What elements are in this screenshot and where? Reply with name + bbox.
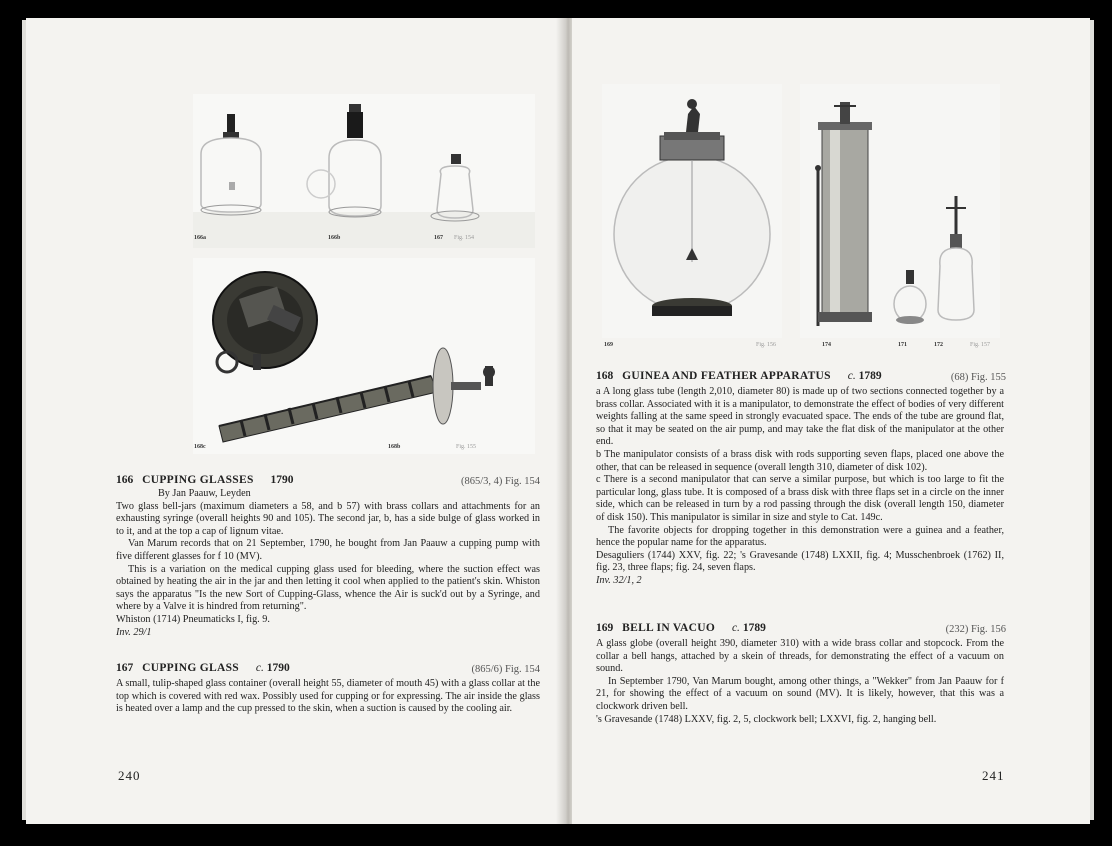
caption-166a: 166a (194, 235, 206, 241)
entry-167-body (116, 678, 540, 716)
caption-fig-157: Fig. 157 (970, 342, 991, 348)
entry-168-reference: (68) Fig. 155 (950, 372, 1006, 383)
entry-166-date: 1790 (270, 474, 294, 486)
caption-171: 171 (898, 342, 907, 348)
entry-169-date: c. 1789 (731, 622, 766, 634)
entry-167-paragraph-1: A small, tulip-shaped glass container (overall height 55, diameter of mouth 45) with a glass collar at the top which is covered with red wax. Possibly used for cupping or for expressing. The air inside the glass is heated over a lamp and the cup pressed to the skin, when a suction is caused by the cooling air. (116, 678, 540, 715)
entry-166-inventory: Inv. 29/1 (116, 626, 152, 638)
entry-166-paragraph-3: This is a variation on the medical cupping glass used for bleeding, where the suction effect was obtained by heating the air in the jar and then letting it cool when applied to the patient's skin. Whiston says the apparatus "Is the new Sort of Cupping-Glass, whence the Air is suck'd out by a Syringe, and where by a Valve it is hindred from returning". (116, 563, 540, 613)
entry-168-number: 168 (596, 370, 614, 382)
cupping-glasses-illustration (193, 94, 535, 248)
entry-166-paragraph-2: Van Marum records that on 21 September, 1790, he bought from Jan Paauw a cupping pump with five different glasses for f 10 (MV). (116, 538, 540, 562)
bell-in-vacuo-illustration (602, 84, 782, 338)
right-page (572, 18, 1090, 824)
figure-156-photo (602, 84, 782, 338)
caption-174: 174 (822, 342, 831, 348)
entry-168-date: c. 1789 (847, 370, 882, 382)
entry-168-body (596, 386, 1004, 588)
entry-168-part-c: c There is a second manipulator that can serve a similar purpose, but which is too large to fit the particular long, glass tube. It is composed of a brass disk with three flaps set in a circle on the inner side, which can be released in turn by a rod passing through the disk (overall length 150, diameter of disk 150). This manipulator is similar in size and style to Cat. 149c. (596, 474, 1004, 523)
entry-169-reference: (232) Fig. 156 (945, 624, 1006, 635)
entry-167-heading (116, 662, 290, 674)
caption-172: 172 (934, 342, 943, 348)
entry-168-reference-note: Desaguliers (1744) XXV, fig. 22; 's Gravesande (1748) LXXII, fig. 4; Musschenbroek (1762) II, fig. 23, three flaps; fig. 24, seven flaps. (596, 549, 1004, 574)
left-page-number: 240 (118, 768, 141, 783)
entry-166-maker: By Jan Paauw, Leyden (158, 488, 251, 499)
entry-169-number: 169 (596, 622, 614, 634)
guinea-feather-manipulators-illustration (193, 258, 535, 454)
figure-157-photo (800, 84, 1000, 338)
entry-168-inventory: Inv. 32/1, 2 (596, 574, 642, 586)
left-page-edge (22, 20, 26, 820)
entry-169-title: BELL IN VACUO (622, 622, 716, 634)
figure-154-photo (193, 94, 535, 248)
right-page-edge (1090, 20, 1094, 820)
entry-167-date: c. 1790 (255, 662, 290, 674)
entry-166-reference: (865/3, 4) Fig. 154 (460, 476, 540, 487)
caption-fig-154: Fig. 154 (454, 235, 475, 241)
air-pump-apparatus-illustration (800, 84, 1000, 338)
entry-168-heading (596, 370, 882, 382)
figure-155-photo (193, 258, 535, 454)
entry-169-body (596, 638, 1004, 726)
caption-169: 169 (604, 342, 613, 348)
entry-169-paragraph-2: In September 1790, Van Marum bought, among other things, a "Wekker" from Jan Paauw for f 21, for showing the effect of a vacuum on sound (MV). It is likely, however, that this was a clockwork driven bell. (596, 675, 1004, 712)
entry-168-title: GUINEA AND FEATHER APPARATUS (622, 370, 831, 382)
entry-166-reference-note: Whiston (1714) Pneumaticks I, fig. 9. (116, 613, 270, 625)
entry-169-paragraph-1: A glass globe (overall height 390, diameter 310) with a wide brass collar and stopcock. From the collar a bell hangs, attached by a skein of threads, for demonstrating the effect of a vacuum on sound. (596, 638, 1004, 675)
entry-166-heading (116, 474, 294, 486)
entry-167-title: CUPPING GLASS (142, 662, 239, 674)
entry-166-title: CUPPING GLASSES (142, 474, 254, 486)
entry-166-number: 166 (116, 474, 134, 486)
caption-168c: 168c (194, 444, 206, 450)
left-page (26, 18, 566, 824)
right-page-number: 241 (982, 768, 1005, 783)
entry-166-body (116, 488, 540, 639)
entry-166-paragraph-1: Two glass bell-jars (maximum diameters a 58, and b 57) with brass collars and attachments for an exhausting syringe (overall heights 90 and 105). The second jar, b, has a side bulge of glass worked in to it, and at the top a cap of lignum vitae. (116, 500, 540, 537)
entry-167-number: 167 (116, 662, 134, 674)
entry-169-reference-note: 's Gravesande (1748) LXXV, fig. 2, 5, clockwork bell; LXXVI, fig. 2, hanging bell. (596, 713, 937, 725)
caption-167: 167 (434, 235, 443, 241)
entry-168-paragraph-favorite: The favorite objects for dropping together in this demonstration were a guinea and a feather, hence the popular name for the apparatus. (596, 524, 1004, 549)
caption-fig-156: Fig. 156 (756, 342, 777, 348)
caption-fig-155: Fig. 155 (456, 444, 477, 450)
caption-166b: 166b (328, 235, 341, 241)
entry-169-heading (596, 622, 766, 634)
entry-167-reference: (865/6) Fig. 154 (471, 664, 540, 675)
entry-168-part-b: b The manipulator consists of a brass disk with rods supporting seven flaps, placed one above the other, that can be released in sequence (overall length 310, diameter of disk 102). (596, 448, 1004, 473)
entry-168-part-a: a A long glass tube (length 2,010, diameter 80) is made up of two sections connected together by a brass collar. Associated with it is a manipulator, to demonstrate the effect of bodies of very different weights falling at the same speed in strongly evacuated space. The ends of the tube are ground flat, so that it may be seated on the air pump, and may take the flat disk of the manipulator at the other end. (596, 386, 1004, 448)
caption-168b: 168b (388, 444, 401, 450)
